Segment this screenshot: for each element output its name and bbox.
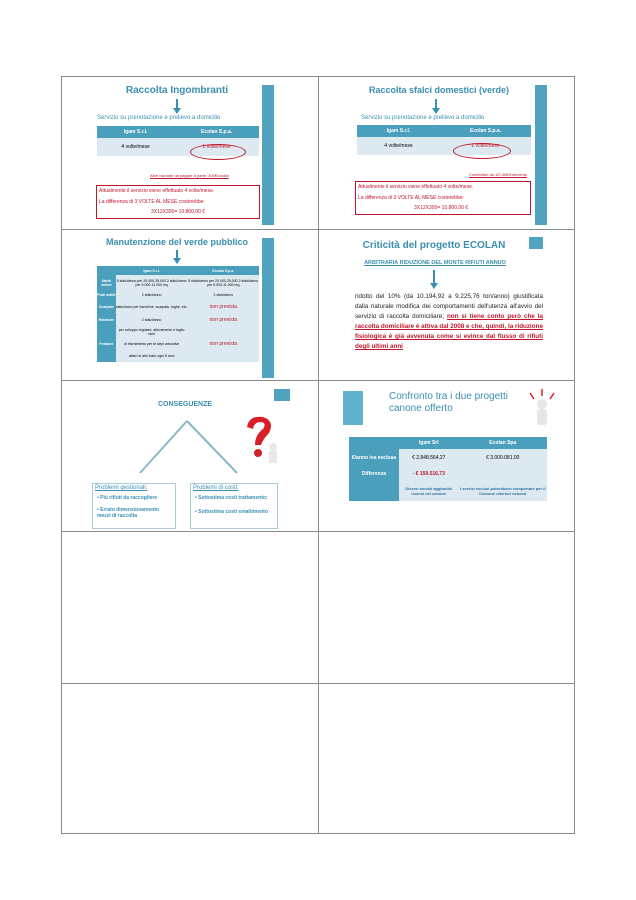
table-cell: I servizi esclusi potrebbero comportare per il Comune ulteriori esborsi (459, 481, 547, 501)
slide-raccolta-sfalci (319, 77, 576, 229)
row-label: €/anno iva esclusa (349, 449, 399, 467)
table-cell: 4 volte/mese (357, 137, 440, 155)
row-label: Differenza (349, 467, 399, 481)
row-divider (62, 683, 574, 684)
slide-note: Contenitori da 1/0,30€/intervento (469, 172, 528, 177)
slide-accent-bar (262, 85, 274, 225)
highlight-ellipse (453, 143, 511, 159)
panel-title: Problemi di costi: (193, 485, 239, 491)
row-label: Prati sottili (97, 290, 116, 300)
table-cell: alberi di alto fusto ogni 5 anni (116, 350, 188, 362)
box-line: Attualmente il servizio viene effettuato 4 volte/mese. (358, 184, 474, 190)
table-cell: € 2.848.564,27 (399, 449, 459, 467)
row-label: Potature (97, 326, 116, 362)
table-header: Igam S.r.l. (357, 125, 440, 137)
panel-item: • Errato dimensionamento mezzi di raccolta (97, 507, 160, 519)
handout-grid (61, 76, 575, 834)
slide-body (355, 292, 543, 352)
box-line: Attualmente il servizio viene effettuato 4 volte/mese. (99, 188, 215, 194)
slide-title: Criticità del progetto ECOLAN (362, 240, 506, 251)
slide-conseguenze (62, 381, 318, 531)
cost-box (96, 185, 260, 219)
slide-criticita (319, 230, 576, 380)
table-cell (459, 467, 547, 481)
table-cell: 5 sfalci/anno per 20.000-25.000 2 sfalci/anno per 9.000-11.000 mq (188, 275, 259, 290)
row-label: Scarpate (97, 300, 116, 314)
table-header (97, 266, 116, 275)
table-cell: non prevista (188, 314, 259, 326)
slide-subtitle: Servizio su prenotazione e prelievo a domicilio (97, 115, 221, 121)
table-cell: € 3.000.081,00 (459, 449, 547, 467)
slide-manutenzione-verde (62, 230, 318, 380)
slide-note: Altre raccolte da pagare a parte: 300€/uscita (150, 173, 229, 178)
table-cell: 2 sfalci/anno (116, 314, 188, 326)
box-line: 3X12X300= 10.800,00 € (151, 209, 206, 215)
panel-item: • Sottostima costi trattamento; (195, 495, 268, 501)
box-line: La differenza di 3 VOLTE AL MESE costerebbe: (358, 195, 464, 201)
box-line: 3X12X300= 10.800,00 € (414, 205, 469, 211)
slide-title: Manutenzione del verde pubblico (105, 237, 248, 247)
arrow-down-icon (433, 270, 435, 284)
table-cell: - € 159.516,73 (399, 467, 459, 481)
box-line: La differenza di 3 VOLTE AL MESE costerebbe: (99, 199, 205, 205)
slide-accent-bar (535, 85, 547, 225)
table-cell: 1 volte/mese (174, 138, 259, 156)
table-cell: 2 sfalci/anno (188, 290, 259, 300)
table-header: Ecolan S.p.a. (440, 125, 531, 137)
panel-item: • Sottostima costi smaltimento (195, 509, 268, 515)
row-label: Rotatorie (97, 314, 116, 326)
highlight-ellipse (190, 144, 246, 160)
row-divider (62, 531, 574, 532)
row-label (349, 481, 399, 501)
table-header: Igam S.r.l. (97, 126, 174, 138)
question-mark-icon (237, 413, 282, 468)
canone-table (349, 437, 547, 501)
slide-confronto-canone (319, 381, 576, 531)
table-header: Igam Srl (399, 437, 459, 449)
table-header (349, 437, 399, 449)
branch-lines (92, 417, 252, 477)
cost-box (355, 181, 531, 215)
row-label: Manti erbosi (97, 275, 116, 290)
slide-subtitle: ARBITRARIA RIDUZIONE DEL MONTE RIFIUTI ANNUO (364, 260, 506, 266)
body-highlight: non si tiene conto però che la raccolta domiciliare è attiva dal 2008 e che, quindi, la riduzione fisiologica è già avvenuta come si evince dal flusso di rifiuti degli ultimi anni (355, 313, 543, 350)
table-cell: Diversi servizi aggiuntivi inclusi nel canone (399, 481, 459, 501)
maintenance-table (97, 266, 259, 362)
right-panel (190, 483, 278, 529)
panel-title: Problemi gestionali: (95, 485, 148, 491)
table-cell: 5 sfalci/anno per 20.000-25.000 2 sfalci/anno per 9.000-11.000 mq (116, 275, 188, 290)
table-cell: 2 sfalci/anno (116, 290, 188, 300)
table-cell: sfalci/anno per banchine, scarpate, fughe, etc. (116, 300, 188, 314)
table-cell: 4 volte/mese (97, 138, 174, 156)
table-cell: non prevista (188, 300, 259, 314)
table-header: Igam S.r.l. (116, 266, 188, 275)
accent-square (274, 389, 290, 401)
slide-accent-bar (262, 238, 274, 378)
body-text: ridotto del 10% (da 10.194,92 a 9.225,76 ton/anno) giustificata dalla naturale modifica dei comportamenti dell'utenza all'avvio del servizio di raccolta domiciliare; (355, 293, 543, 320)
slide-title: Confronto tra i due progetti canone offerto (389, 391, 508, 414)
slide-title: Raccolta Ingombranti (125, 85, 229, 96)
thinking-figure-icon (524, 387, 560, 429)
accent-block (343, 391, 363, 425)
table-cell: per sviluppo regolare, allevamento e taglio rami (116, 326, 188, 338)
table-header: Ecolan Spa (459, 437, 547, 449)
table-cell: non prevista (188, 326, 259, 362)
slide-title: CONSEGUENZE (158, 401, 213, 408)
left-panel (92, 483, 176, 529)
table-cell: 1 volte/mese (440, 137, 531, 155)
table-cell: di rifornimento per le siepi arbustive (116, 338, 188, 350)
table-header: Ecolan S.p.a. (188, 266, 259, 275)
slide-subtitle: Servizio su prenotazione e prelievo a domicilio (361, 115, 485, 121)
panel-item: • Più rifiuti da raccogliere (97, 495, 158, 501)
slide-raccolta-ingombranti (62, 77, 318, 229)
table-header: Ecolan S.p.a. (174, 126, 259, 138)
slide-title: Raccolta sfalci domestici (verde) (368, 85, 510, 95)
